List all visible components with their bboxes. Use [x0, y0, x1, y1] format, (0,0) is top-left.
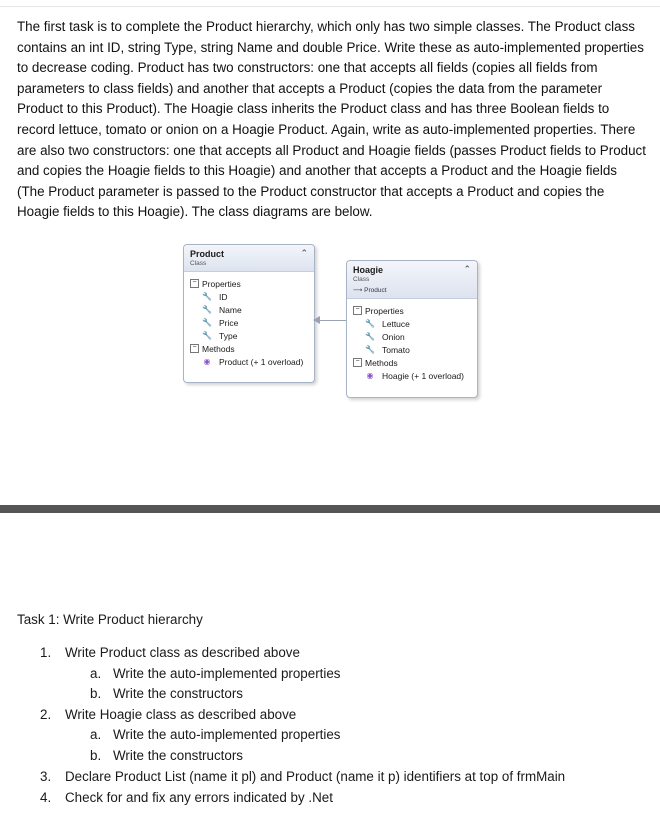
collapse-box-icon[interactable]: − — [190, 344, 199, 353]
list-number: b. — [90, 748, 102, 763]
list-text: Write Product class as described above — [65, 645, 300, 660]
list-text: Write the auto-implemented properties — [113, 666, 341, 681]
list-text: Write the constructors — [113, 686, 243, 701]
method-row — [190, 355, 308, 368]
product-class-kind: Class — [190, 260, 207, 267]
task-title: Task 1: Write Product hierarchy — [17, 612, 203, 627]
wrench-icon: 🔧 — [202, 292, 212, 301]
cropped-text-edge — [0, 0, 660, 7]
list-number: a. — [90, 727, 102, 742]
properties-label: Properties — [365, 305, 404, 316]
property-name: Type — [219, 330, 238, 341]
hoagie-class-kind: Class — [353, 276, 370, 283]
collapse-box-icon[interactable]: − — [353, 306, 362, 315]
property-row — [190, 303, 308, 316]
list-text: Check for and fix any errors indicated by .Net — [65, 790, 333, 805]
wrench-icon: 🔧 — [365, 319, 375, 328]
list-text: Write the auto-implemented properties — [113, 727, 341, 742]
method-row — [353, 369, 471, 382]
inherits-arrow-icon: ⟶ — [353, 287, 363, 294]
collapse-box-icon[interactable]: − — [190, 279, 199, 288]
collapse-chevron-icon[interactable]: ⌃ — [300, 248, 308, 258]
property-name: ID — [219, 291, 228, 302]
hoagie-class-header — [347, 261, 477, 299]
method-name: Hoagie (+ 1 overload) — [382, 370, 464, 381]
inheritance-arrow-icon — [313, 316, 320, 324]
property-row — [353, 343, 471, 356]
list-number: 4. — [40, 790, 52, 805]
methods-section[interactable] — [353, 356, 471, 369]
methods-label: Methods — [365, 357, 398, 368]
property-row — [190, 316, 308, 329]
hoagie-class-name: Hoagie — [353, 265, 384, 275]
property-name: Price — [219, 317, 239, 328]
product-class-name: Product — [190, 249, 225, 259]
wrench-icon: 🔧 — [202, 331, 212, 340]
property-name: Name — [219, 304, 242, 315]
property-row — [190, 329, 308, 342]
wrench-icon: 🔧 — [365, 332, 375, 341]
property-row — [190, 290, 308, 303]
product-class-header — [184, 245, 314, 272]
methods-section[interactable] — [190, 342, 308, 355]
properties-section[interactable] — [353, 304, 471, 317]
property-name: Tomato — [382, 344, 410, 355]
properties-label: Properties — [202, 278, 241, 289]
list-text: Write Hoagie class as described above — [65, 707, 297, 722]
list-number: a. — [90, 666, 102, 681]
property-name: Lettuce — [382, 318, 410, 329]
list-text: Declare Product List (name it pl) and Product (name it p) identifiers at top of frmMain — [65, 769, 566, 784]
wrench-icon: 🔧 — [202, 305, 212, 314]
collapse-chevron-icon[interactable]: ⌃ — [463, 264, 471, 274]
wrench-icon: 🔧 — [365, 345, 375, 354]
list-number: b. — [90, 686, 102, 701]
product-class-box[interactable] — [183, 244, 315, 383]
base-class-name: Product — [364, 287, 387, 294]
page-divider — [0, 505, 660, 513]
list-number: 3. — [40, 769, 52, 784]
collapse-box-icon[interactable]: − — [353, 358, 362, 367]
method-icon: ◉ — [203, 357, 211, 366]
property-row — [353, 317, 471, 330]
description-paragraph — [17, 17, 647, 223]
properties-section[interactable] — [190, 277, 308, 290]
property-row — [353, 330, 471, 343]
list-number: 2. — [40, 707, 52, 722]
list-text: Write the constructors — [113, 748, 243, 763]
property-name: Onion — [382, 331, 405, 342]
paragraph-text: The first task is to complete the Product hierarchy, which only has two simple classes. The Product class contains an int ID, string Type, string Name and double Price. Write these as auto-implemented properties to decrease coding. Product has two constructors: one that accepts all fields (copies all fields from parameters to class fields) and another that accepts a Product (copies the data from the parameter Product to this Product). The Hoagie class inherits the Product class and has three Boolean fields to record lettuce, tomato or onion on a Hoagie Product. Again, write as auto-implemented properties. There are also two constructors: one that accepts all Product and Hoagie fields (passes Product fields to Product and copies the Hoagie fields to this Hoagie) and another that accepts a Product and the Hoagie fields (The Product parameter is passed to the Product constructor that accepts a Product and copies the Hoagie fields to this Hoagie). The class diagrams are below. — [17, 19, 646, 220]
methods-label: Methods — [202, 343, 235, 354]
hoagie-base-class — [353, 286, 471, 294]
method-name: Product (+ 1 overload) — [219, 356, 304, 367]
list-number: 1. — [40, 645, 52, 660]
method-icon: ◉ — [366, 371, 374, 380]
wrench-icon: 🔧 — [202, 318, 212, 327]
hoagie-class-box[interactable] — [346, 260, 478, 398]
